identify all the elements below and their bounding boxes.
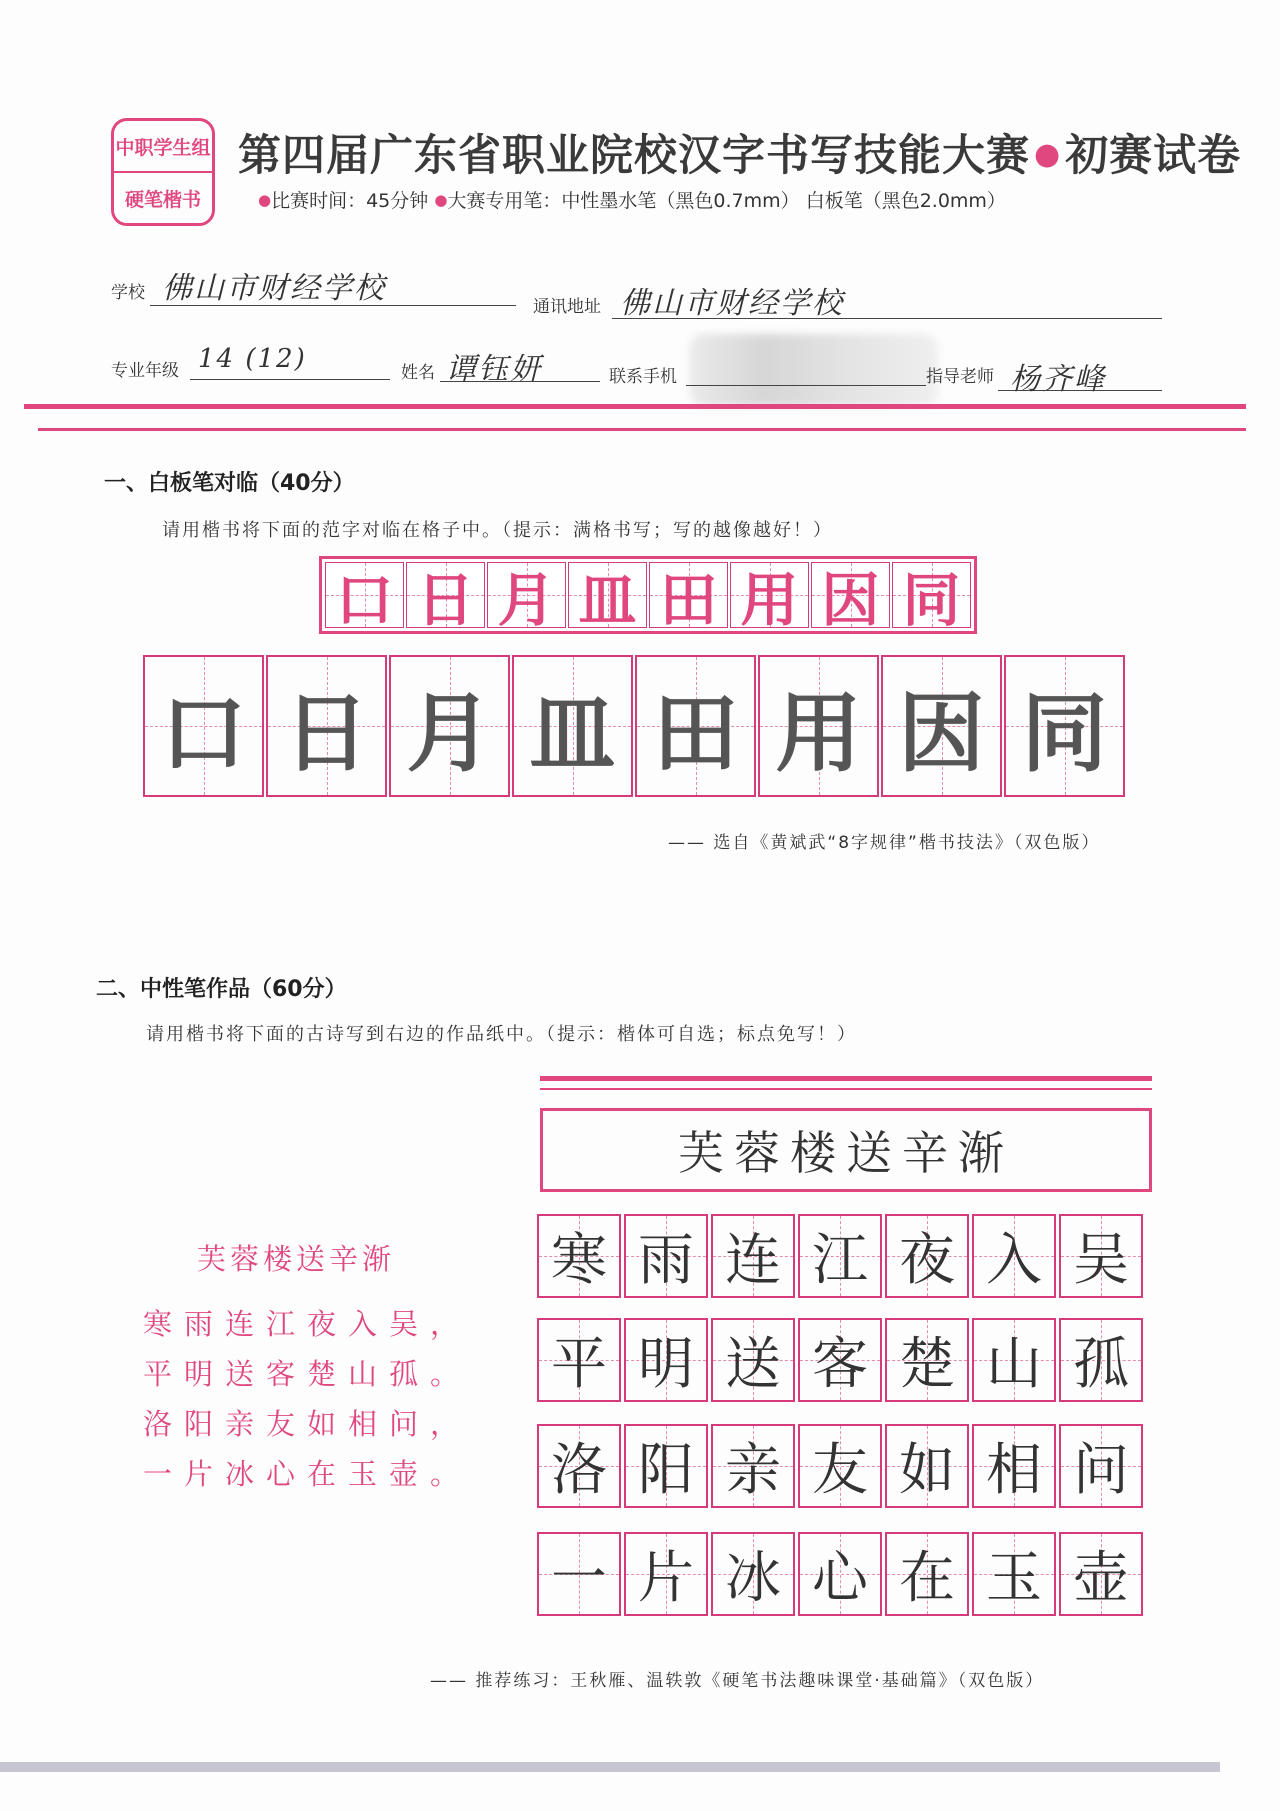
work-cell[interactable]: [711, 1424, 795, 1508]
work-char: 在: [899, 1546, 955, 1611]
work-cell[interactable]: [711, 1214, 795, 1298]
work-char: 相: [986, 1438, 1042, 1503]
model-char-grid: [319, 556, 977, 634]
work-char: 友: [812, 1438, 868, 1503]
work-char: 片: [638, 1546, 694, 1611]
work-char: 阳: [638, 1438, 694, 1503]
copy-char: 口: [160, 684, 247, 784]
work-char: 孤: [1073, 1332, 1129, 1397]
work-char: 入: [986, 1228, 1042, 1293]
name-field[interactable]: 谭钰妍: [446, 352, 542, 387]
work-cell[interactable]: [624, 1424, 708, 1508]
badge-group: 中职学生组: [115, 136, 211, 159]
bottom-border: [0, 1762, 1220, 1772]
pen-requirement: 大赛专用笔：中性墨水笔（黑色0.7mm） 白板笔（黑色2.0mm）: [447, 190, 1006, 212]
work-char: 问: [1073, 1438, 1129, 1503]
work-cell[interactable]: [972, 1318, 1056, 1402]
work-cell[interactable]: [798, 1424, 882, 1508]
work-char: 寒: [551, 1228, 607, 1293]
work-cell[interactable]: [537, 1424, 621, 1508]
page-title: [238, 122, 1258, 181]
work-cell[interactable]: [624, 1214, 708, 1298]
title-main: 第四届广东省职业院校汉字书写技能大赛: [238, 131, 1030, 181]
work-row[interactable]: [537, 1318, 1143, 1402]
section2-instruction: 请用楷书将下面的古诗写到右边的作品纸中。（提示：楷体可自选；标点免写！）: [146, 1024, 857, 1045]
time-limit: 比赛时间：45分钟: [271, 190, 429, 212]
work-char: 平: [551, 1332, 607, 1397]
copy-char: 皿: [529, 684, 616, 784]
model-cell: [487, 562, 566, 634]
grade-label: 专业年级: [111, 361, 179, 381]
copy-char: 因: [898, 684, 985, 784]
work-title-box[interactable]: [540, 1108, 1152, 1192]
bullet-icon: ●: [1034, 137, 1062, 172]
model-cell: [325, 562, 404, 634]
section1-heading: 一、白板笔对临（40分）: [104, 471, 355, 496]
model-char: 田: [659, 566, 718, 634]
model-char: 用: [740, 566, 799, 634]
work-char: 一: [551, 1546, 607, 1611]
poem-line: 平明送客楚山孤。: [143, 1357, 472, 1391]
copy-char: 用: [775, 684, 862, 784]
work-char: 山: [986, 1332, 1042, 1397]
work-cell[interactable]: [537, 1318, 621, 1402]
work-cell[interactable]: [885, 1424, 969, 1508]
work-char: 壶: [1073, 1546, 1129, 1611]
work-char: 吴: [1073, 1228, 1129, 1293]
model-char: 因: [821, 566, 880, 634]
model-cell: [568, 562, 647, 634]
work-char: 亲: [725, 1438, 781, 1503]
copy-char-grid[interactable]: [143, 655, 1125, 797]
work-cell[interactable]: [711, 1318, 795, 1402]
work-char: 玉: [986, 1546, 1042, 1611]
work-cell[interactable]: [798, 1214, 882, 1298]
work-cell[interactable]: [972, 1214, 1056, 1298]
poem-title: 芙蓉楼送辛渐: [197, 1242, 396, 1276]
badge-style: 硬笔楷书: [114, 171, 212, 223]
work-cell[interactable]: [624, 1532, 708, 1616]
bullet-icon: ●: [434, 191, 448, 209]
contest-rules: [258, 186, 1258, 213]
work-title: 芙蓉楼送辛渐: [678, 1126, 1014, 1180]
work-cell[interactable]: [1059, 1318, 1143, 1402]
model-char: 日: [416, 566, 475, 634]
divider: [38, 428, 1246, 431]
poem-line: 一片冰心在玉壶。: [143, 1457, 472, 1491]
copy-char: 日: [283, 684, 370, 784]
work-cell[interactable]: [798, 1532, 882, 1616]
work-cell[interactable]: [1059, 1424, 1143, 1508]
work-row[interactable]: [537, 1532, 1143, 1616]
model-cell: [406, 562, 485, 634]
work-char: 心: [812, 1546, 868, 1611]
model-cell: [730, 562, 809, 634]
work-char: 楚: [899, 1332, 955, 1397]
model-cell: [811, 562, 890, 634]
poem-line: 洛阳亲友如相问，: [143, 1407, 472, 1441]
model-cell: [892, 562, 971, 634]
grade-field[interactable]: 14 (12): [198, 344, 307, 374]
work-cell[interactable]: [1059, 1532, 1143, 1616]
work-cell[interactable]: [885, 1214, 969, 1298]
section2-credit: —— 推荐练习：王秋雁、温轶敦《硬笔书法趣味课堂·基础篇》（双色版）: [430, 1671, 1045, 1691]
work-char: 洛: [551, 1438, 607, 1503]
section2-heading: 二、中性笔作品（60分）: [96, 977, 347, 1002]
copy-char: 同: [1021, 684, 1108, 784]
work-paper-rule: [540, 1076, 1152, 1081]
copy-cell[interactable]: [389, 655, 510, 797]
work-cell[interactable]: [885, 1532, 969, 1616]
school-field[interactable]: 佛山市财经学校: [162, 271, 386, 306]
work-row[interactable]: [537, 1424, 1143, 1508]
school-label: 学校: [111, 283, 145, 303]
work-char: 如: [899, 1438, 955, 1503]
copy-cell[interactable]: [1004, 655, 1125, 797]
work-char: 雨: [638, 1228, 694, 1293]
poem-line: 寒雨连江夜入吴，: [143, 1307, 472, 1341]
work-cell[interactable]: [624, 1318, 708, 1402]
work-char: 客: [812, 1332, 868, 1397]
work-char: 江: [812, 1228, 868, 1293]
work-paper-rule: [540, 1088, 1152, 1090]
work-char: 连: [725, 1228, 781, 1293]
model-char: 同: [902, 566, 961, 634]
phone-line[interactable]: [686, 385, 926, 386]
work-cell[interactable]: [537, 1532, 621, 1616]
model-char: 皿: [578, 566, 637, 634]
work-row[interactable]: [537, 1214, 1143, 1298]
grade-line: [190, 379, 390, 380]
model-char: 口: [335, 566, 394, 634]
address-field[interactable]: 佛山市财经学校: [620, 286, 844, 321]
work-char: 送: [725, 1332, 781, 1397]
copy-cell[interactable]: [758, 655, 879, 797]
work-cell[interactable]: [537, 1214, 621, 1298]
address-label: 通讯地址: [533, 297, 601, 317]
category-badge: [111, 118, 215, 226]
work-char: 夜: [899, 1228, 955, 1293]
copy-cell[interactable]: [881, 655, 1002, 797]
copy-cell[interactable]: [635, 655, 756, 797]
divider: [24, 404, 1246, 409]
section1-instruction: 请用楷书将下面的范字对临在格子中。（提示：满格书写；写的越像越好！）: [162, 520, 833, 541]
model-char: 月: [497, 566, 556, 634]
teacher-label: 指导老师: [926, 367, 994, 387]
work-cell[interactable]: [1059, 1214, 1143, 1298]
work-cell[interactable]: [798, 1318, 882, 1402]
copy-cell[interactable]: [512, 655, 633, 797]
work-cell[interactable]: [885, 1318, 969, 1402]
redacted-phone: [690, 334, 938, 406]
copy-char: 田: [652, 684, 739, 784]
copy-cell[interactable]: [266, 655, 387, 797]
work-cell[interactable]: [972, 1532, 1056, 1616]
work-cell[interactable]: [972, 1424, 1056, 1508]
work-char: 明: [638, 1332, 694, 1397]
work-cell[interactable]: [711, 1532, 795, 1616]
model-cell: [649, 562, 728, 634]
work-char: 冰: [725, 1546, 781, 1611]
copy-char: 月: [406, 684, 493, 784]
phone-label: 联系手机: [609, 367, 677, 387]
teacher-field[interactable]: 杨齐峰: [1010, 362, 1106, 397]
copy-cell[interactable]: [143, 655, 264, 797]
title-suffix: 初赛试卷: [1065, 131, 1242, 181]
name-label: 姓名: [401, 363, 435, 383]
bullet-icon: ●: [258, 191, 272, 209]
section1-credit: —— 选自《黄斌武“8字规律”楷书技法》（双色版）: [668, 833, 1101, 853]
